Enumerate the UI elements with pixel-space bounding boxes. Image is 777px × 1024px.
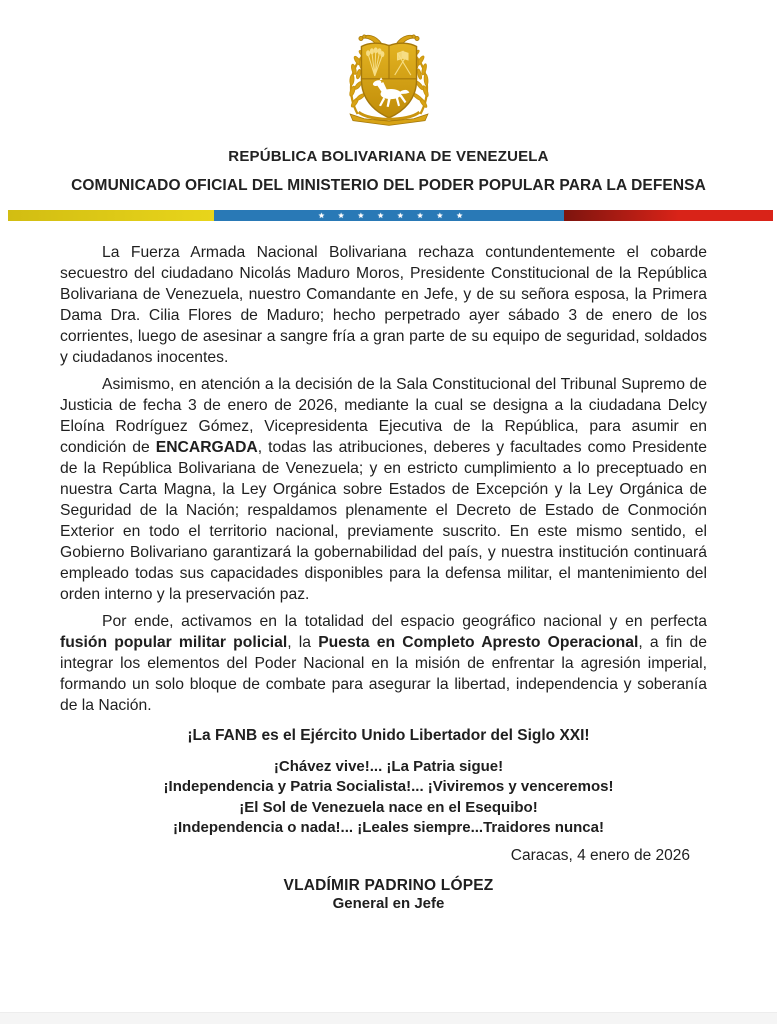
star-icon: ★: [397, 210, 404, 220]
star-icon: ★: [456, 210, 463, 220]
slogan-line: ¡Independencia o nada!... ¡Leales siempre...Traidores nunca!: [173, 819, 604, 837]
signature-rank: General en Jefe: [332, 894, 445, 912]
star-icon: ★: [357, 210, 365, 220]
paragraph: Asimismo, en atención a la decisión de la Sala Constitucional del Tribunal Supremo de Justicia de fecha 3 de enero de 2026, mediante la cual se designa a la ciudadana Delcy Eloína Rodríguez Gómez, Vicepresidenta Ejecutiva de la República, para asumir en condición de ENCARGADA, todas las atribuciones, deberes y facultades como Presidente de la República Bolivariana de Venezuela; y en estricto cumplimiento a lo preceptuado en nuestra Carta Magna, la Ley Orgánica sobre Estados de Excepción y la Ley Orgánica de Seguridad de la Nación; respaldamos plenamente el Decreto de Estado de Conmoción Exterior en todo el territorio nacional, previamente suscrito. En este mismo sentido, el Gobierno Bolivariano garantizará la gobernabilidad del país, y nuestra institución continuará empleado todas sus capacidades disponibles para la defensa militar, el mantenimiento del orden interno y la preservación paz.: [60, 376, 707, 603]
star-icon: ★: [337, 210, 345, 220]
slogans-block: [0, 757, 777, 839]
bottom-edge-band: [0, 1012, 777, 1024]
slogan-line: ¡El Sol de Venezuela nace en el Esequibo!: [239, 798, 538, 816]
star-icon: ★: [318, 210, 325, 220]
paragraph: La Fuerza Armada Nacional Bolivariana rechaza contundentemente el cobarde secuestro del ciudadano Nicolás Maduro Moros, Presidente Constitucional de la República Bolivariana de Venezuela, nuestro Comandante en Jefe, y de su señora esposa, la Primera Dama Dra. Cilia Flores de Maduro; hecho perpetrado ayer sábado 3 de enero de los corrientes, luego de asesinar a sangre fría a gran parte de su equipo de seguridad, soldados y ciudadanos inocentes.: [60, 244, 707, 366]
signature-block: [0, 877, 777, 912]
flag-blue-band: [214, 210, 564, 221]
star-icon: ★: [436, 210, 444, 220]
document-paragraphs: [0, 243, 777, 717]
venezuela-coat-of-arms-icon: [332, 24, 446, 128]
dateline: Caracas, 4 enero de 2026: [510, 846, 690, 864]
slogan-line: ¡Independencia y Patria Socialista!... ¡Viviremos y venceremos!: [163, 778, 614, 796]
flag-stripe: [8, 210, 773, 221]
star-icon: ★: [377, 210, 384, 220]
communique-title: COMUNICADO OFICIAL DEL MINISTERIO DEL PODER POPULAR PARA LA DEFENSA: [71, 177, 706, 194]
star-icon: ★: [416, 210, 424, 220]
flag-yellow-band: [8, 210, 214, 221]
signature-name: VLADÍMIR PADRINO LÓPEZ: [283, 876, 494, 894]
slogan-line: ¡Chávez vive!... ¡La Patria sigue!: [273, 757, 504, 775]
emblem-container: [0, 24, 777, 128]
paragraph: Por ende, activamos en la totalidad del espacio geográfico nacional y en perfecta fusión popular militar policial, la Puesta en Completo Apresto Operacional, a fin de integrar los elementos del Poder Nacional en la misión de enfrentar la agresión imperial, formando un solo bloque de combate para asegurar la libertad, independencia y soberanía de la Nación.: [60, 613, 707, 715]
republic-title: REPÚBLICA BOLIVARIANA DE VENEZUELA: [228, 148, 549, 165]
flag-red-band: [564, 210, 773, 221]
fanb-banner-line: ¡La FANB es el Ejército Unido Libertador del Siglo XXI!: [187, 726, 590, 744]
